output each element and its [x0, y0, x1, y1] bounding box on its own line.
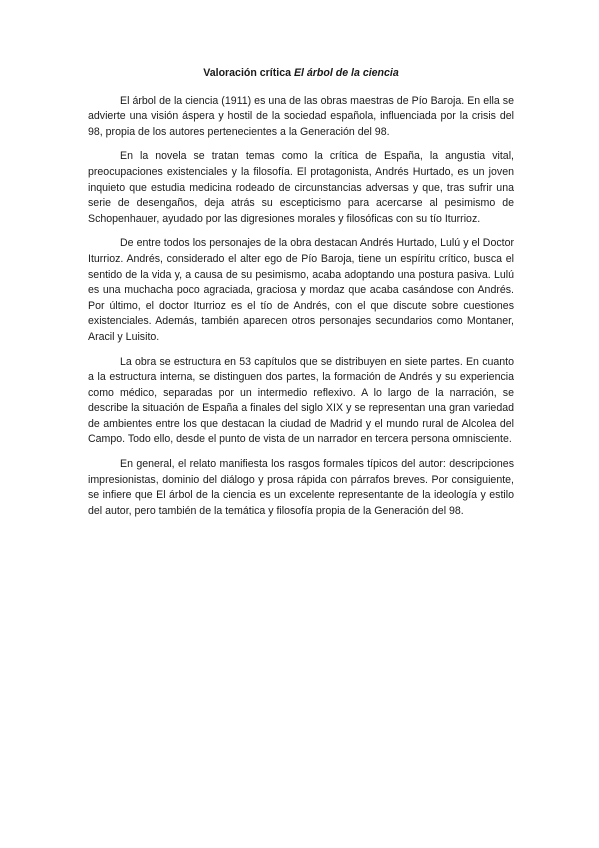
paragraph-introduction: El árbol de la ciencia (1911) es una de las obras maestras de Pío Baroja. En ella se advierte una visión áspera y hostil de la sociedad española, influenciada por la crisis del 98, propia de los autores pertenecientes a la Generación del 98. — [88, 94, 514, 138]
paragraph-conclusion: En general, el relato manifiesta los rasgos formales típicos del autor: descripciones impresionistas, dominio del diálogo y prosa rápida con párrafos breves. Por consiguiente, se infiere que El árbol de la ciencia es un excelente representante de la ideología y estilo del autor, pero también de la temática y filosofía propia de la Generación del 98. — [88, 458, 514, 517]
paragraph-themes: En la novela se tratan temas como la crítica de España, la angustia vital, preocupaciones existenciales y la filosofía. El protagonista, Andrés Hurtado, es un joven inquieto que estudia medicina rodeado de circunstancias adversas y que, tras sufrir una serie de desengaños, deja atrás su escepticismo para acercarse al pesimismo de Schopenhauer, ayudado por las digresiones morales y filosóficas con su tío Iturrioz. — [88, 150, 514, 225]
paragraph-structure: La obra se estructura en 53 capítulos que se distribuyen en siete partes. En cuanto a la estructura interna, se distinguen dos partes, la formación de Andrés y su experiencia como médico, separadas por un intermedio reflexivo. A lo largo de la narración, se describe la situación de España a finales del siglo XIX y se representan una gran variedad de ambientes entre los que destacan la ciudad de Madrid y el mundo rural de Alcolea del Campo. Todo ello, desde el punto de vista de un narrador en tercera persona omnisciente. — [88, 355, 514, 446]
paragraph-characters: De entre todos los personajes de la obra destacan Andrés Hurtado, Lulú y el Doctor Iturrioz. Andrés, considerado el alter ego de Pío Baroja, tiene un espíritu crítico, busca el sentido de la vida y, a causa de su pesimismo, acaba adoptando una postura pasiva. Lulú es una muchacha poco agraciada, graciosa y mordaz que acaba casándose con Andrés. Por último, el doctor Iturrioz es el tío de Andrés, con el que discute sobre cuestiones existenciales. Además, también aparecen otros personajes secundarios como Montaner, Aracil y Luisito. — [88, 237, 514, 343]
title-main: Valoración crítica — [203, 67, 291, 79]
title-book-name: El árbol de la ciencia — [293, 67, 399, 79]
document-body — [88, 66, 514, 528]
document-title — [88, 66, 514, 82]
